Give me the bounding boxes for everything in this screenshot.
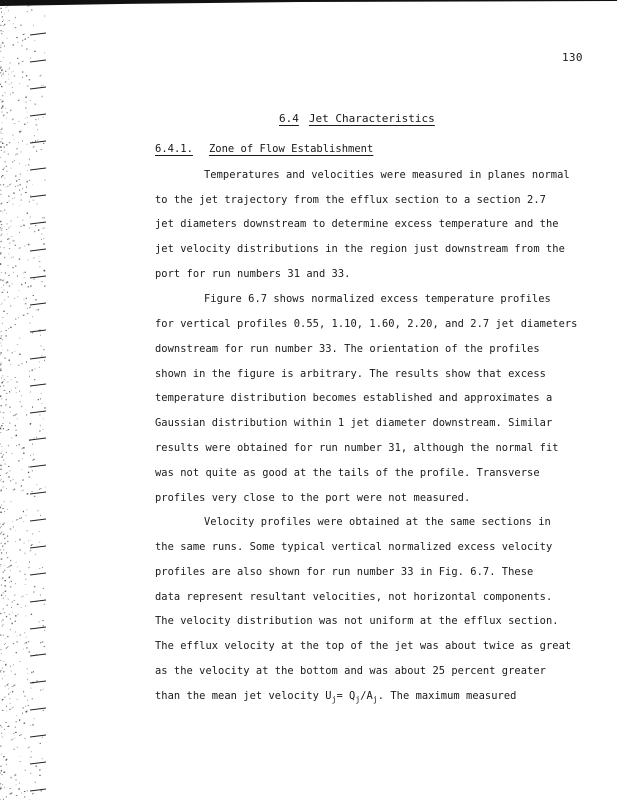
body-line: temperature distribution becomes established and approximates a	[155, 392, 553, 404]
scan-edge-noise	[0, 0, 60, 800]
subsection-number: 6.4.1.	[155, 143, 193, 155]
body-line: Gaussian distribution within 1 jet diameter downstream. Similar	[155, 417, 553, 429]
equation-prefix: than the mean jet velocity U	[155, 690, 332, 702]
body-line: shown in the figure is arbitrary. The results show that excess	[155, 368, 546, 380]
body-line: Velocity profiles were obtained at the same sections in	[204, 516, 551, 528]
body-line: Figure 6.7 shows normalized excess temperature profiles	[204, 293, 551, 305]
body-line: Temperatures and velocities were measured in planes normal	[204, 169, 570, 181]
page-number: 130	[562, 51, 583, 64]
body-line: jet velocity distributions in the region just downstream from the	[155, 243, 565, 255]
body-line: for vertical profiles 0.55, 1.10, 1.60, 2.20, and 2.7 jet diameters	[155, 318, 578, 330]
body-line: port for run numbers 31 and 33.	[155, 268, 351, 280]
body-line: as the velocity at the bottom and was about 25 percent greater	[155, 665, 546, 677]
body-line: The velocity distribution was not uniform at the efflux section.	[155, 615, 559, 627]
subsection-title: Zone of Flow Establishment	[208, 143, 374, 155]
section-heading	[279, 112, 435, 125]
section-title: Jet Characteristics	[308, 112, 435, 125]
body-line: jet diameters downstream to determine excess temperature and the	[155, 218, 559, 230]
body-line: The efflux velocity at the top of the jet was about twice as great	[155, 640, 572, 652]
section-number: 6.4	[279, 112, 299, 125]
equation-suffix: . The maximum measured	[377, 690, 517, 702]
scan-top-edge	[0, 0, 617, 8]
subscript-j: j	[331, 695, 337, 704]
body-line: downstream for run number 33. The orientation of the profiles	[155, 343, 540, 355]
body-line: was not quite as good at the tails of the profile. Transverse	[155, 467, 540, 479]
equation-equals: = Q	[336, 690, 356, 702]
body-line: to the jet trajectory from the efflux section to a section 2.7	[155, 194, 546, 206]
subsection-heading	[155, 143, 373, 155]
subscript-j: j	[372, 695, 378, 704]
body-line: profiles are also shown for run number 33 in Fig. 6.7. These	[155, 566, 534, 578]
subscript-j: j	[355, 695, 361, 704]
body-line: profiles very close to the port were not measured.	[155, 492, 471, 504]
body-line: the same runs. Some typical vertical normalized excess velocity	[155, 541, 553, 553]
equation-slash: /A	[360, 690, 373, 702]
body-line: results were obtained for run number 31, although the normal fit	[155, 442, 559, 454]
body-line-equation	[155, 690, 516, 704]
body-line: data represent resultant velocities, not horizontal components.	[155, 591, 553, 603]
